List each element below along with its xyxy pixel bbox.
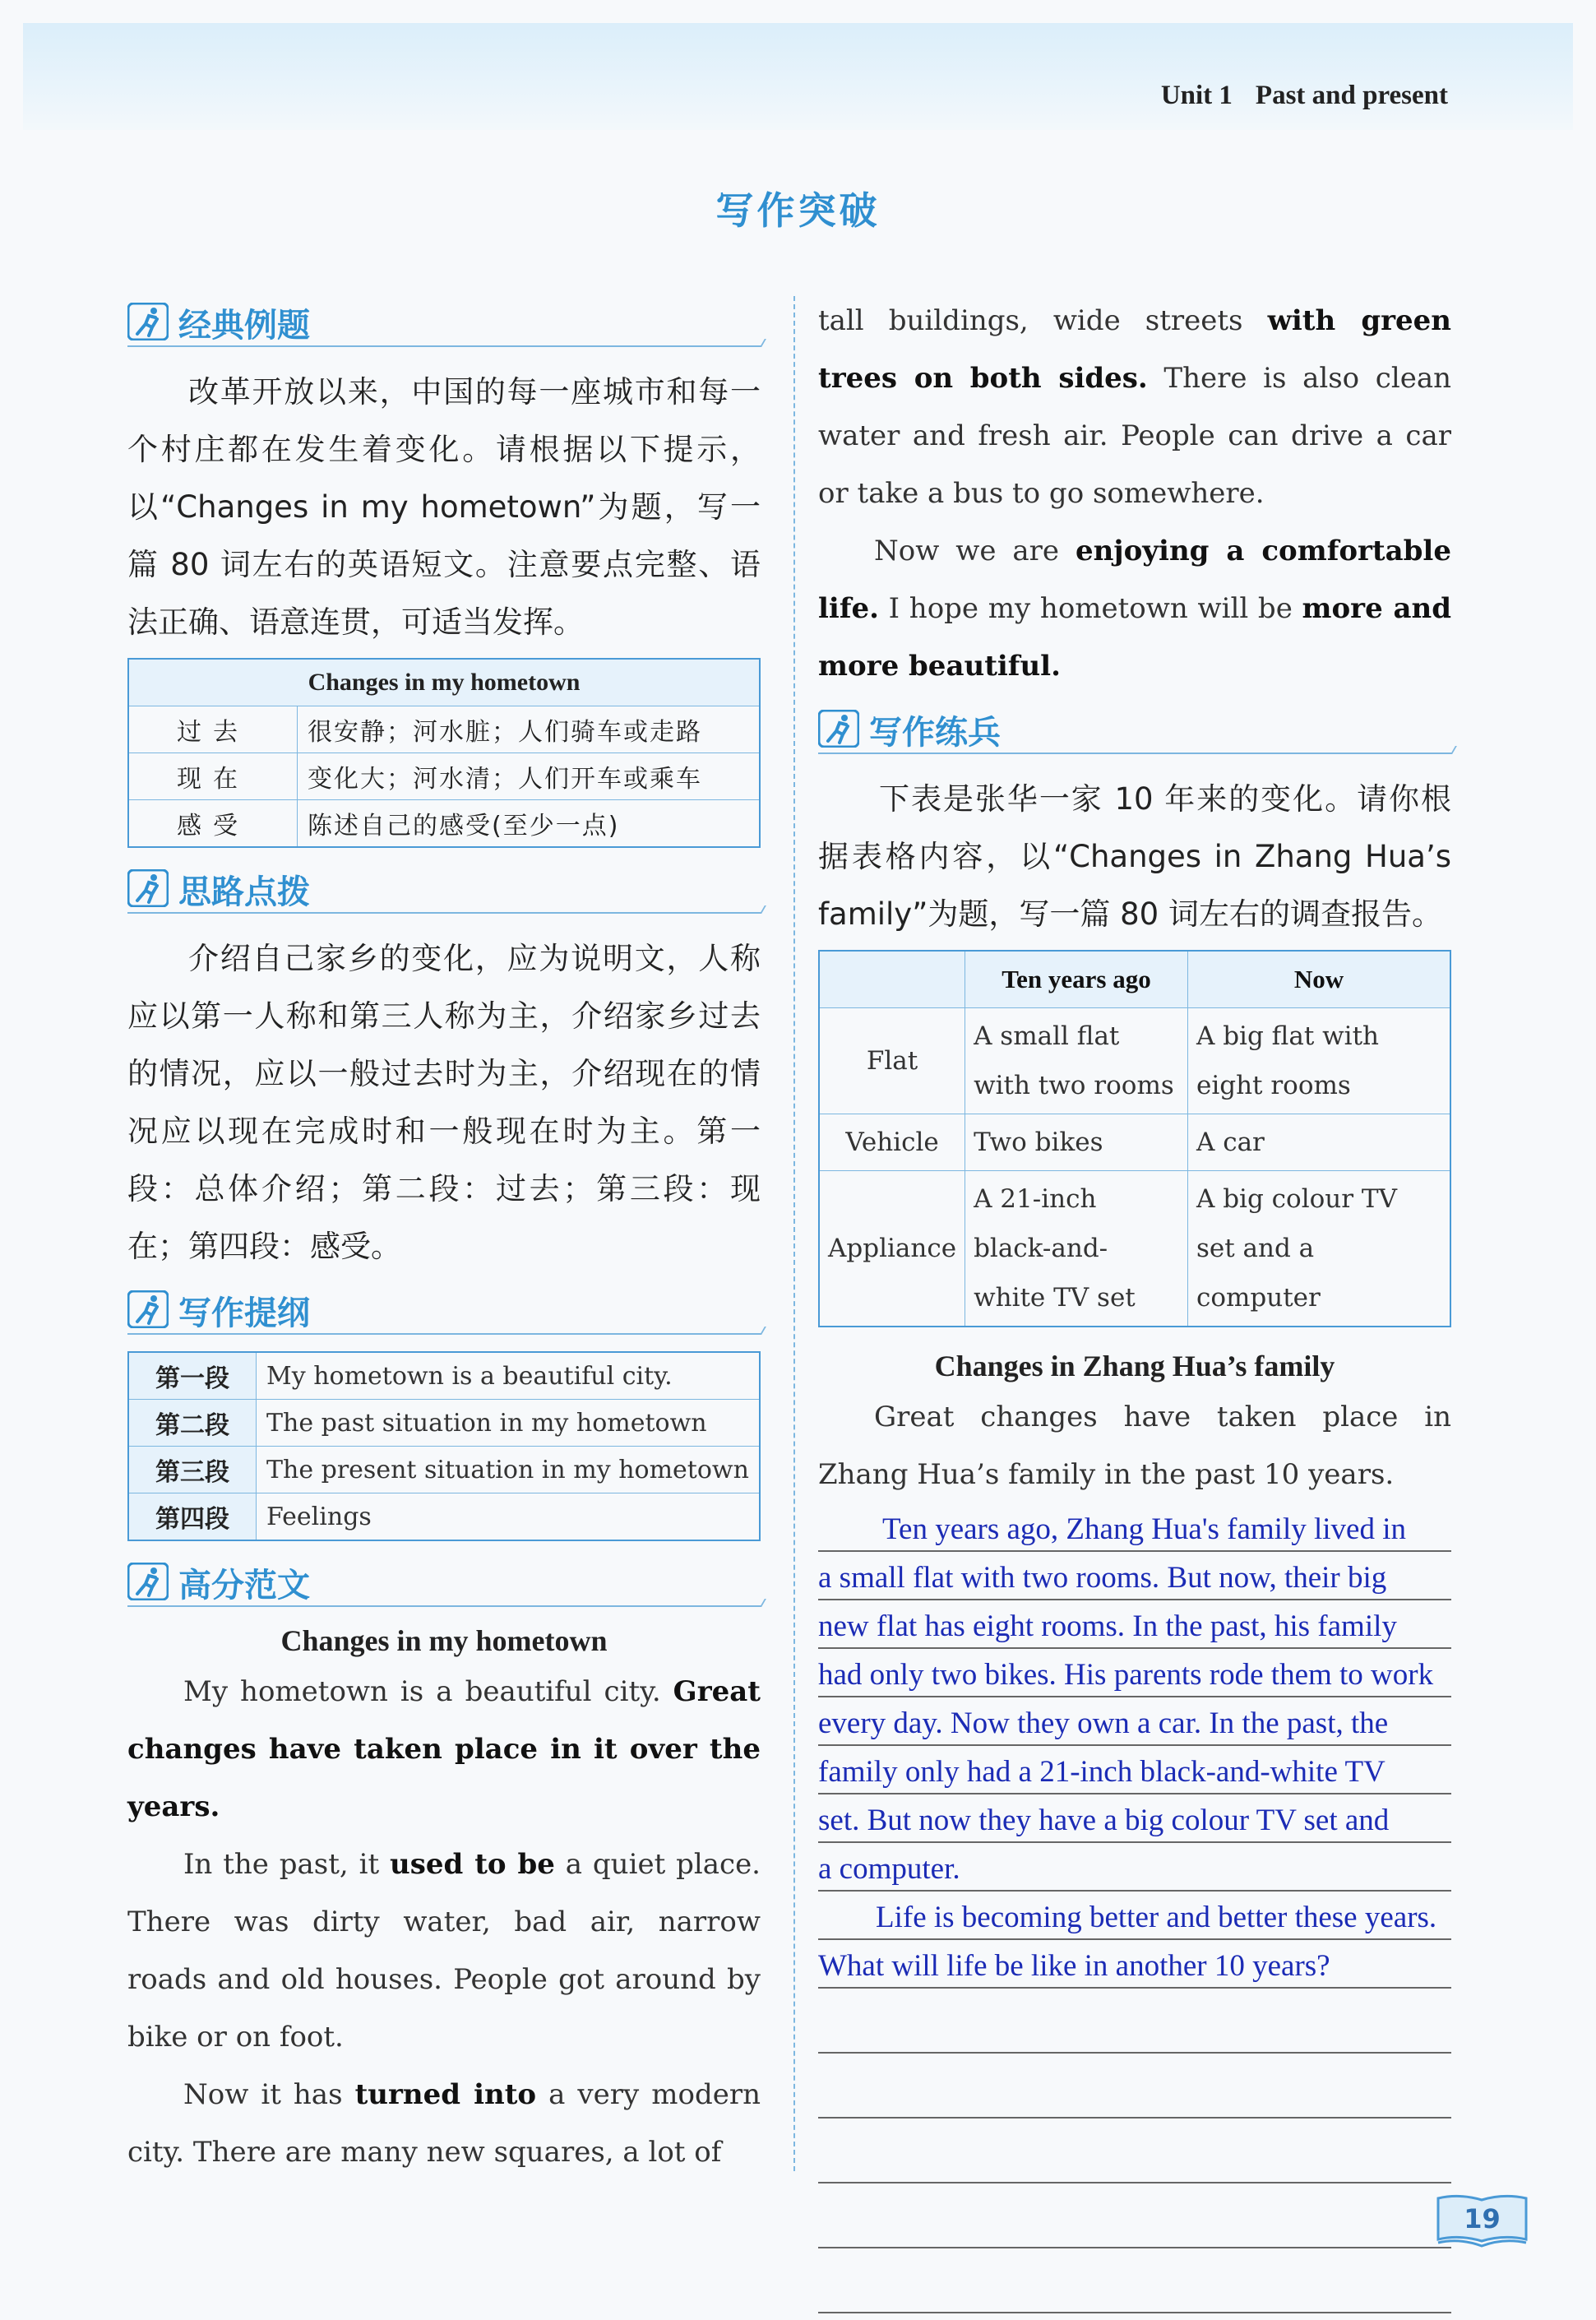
answer-line[interactable]: set. But now they have a big colour TV set and xyxy=(818,1794,1451,1843)
section-label: 思路点拨 xyxy=(178,873,310,911)
table-corner xyxy=(819,951,965,1008)
answer-line[interactable]: had only two bikes. His parents rode them to work xyxy=(818,1649,1451,1697)
table-row: 第二段 The past situation in my hometown xyxy=(128,1400,760,1447)
section-heading-outline xyxy=(127,1285,761,1336)
table-row: Flat A small flat with two rooms A big flat with eight rooms xyxy=(819,1008,1450,1114)
runner-icon xyxy=(818,710,859,748)
example-prompt: 改革开放以来，中国的每一座城市和每一个村庄都在发生着变化。请根据以下提示，以“Changes in my hometown”为题，写一篇 80 词左右的英语短文。注意要点完整、语法正确、语意连贯，可适当发挥。 xyxy=(127,374,761,640)
section-rule xyxy=(127,1333,761,1335)
practice-prompt: 下表是张华一家 10 年来的变化。请你根据表格内容，以“Changes in Zhang Hua’s family”为题，写一篇 80 词左右的调查报告。 xyxy=(818,781,1451,932)
header-band xyxy=(23,23,1573,130)
col-header-past: Ten years ago xyxy=(965,951,1188,1008)
left-column xyxy=(127,288,761,2181)
section-heading-idea xyxy=(127,864,761,915)
model-paragraph-4: Now we are enjoying a comfortable life. I hope my hometown will be more and more beautiful. xyxy=(818,535,1451,683)
answer-area xyxy=(818,1503,1451,2313)
answer-line-blank[interactable] xyxy=(818,2248,1451,2313)
runner-icon xyxy=(127,869,169,907)
section-rule xyxy=(127,912,761,914)
table-row: 现在 变化大；河水清；人们开车或乘车 xyxy=(128,753,760,800)
table-row: 第一段 My hometown is a beautiful city. xyxy=(128,1352,760,1400)
section-rule xyxy=(127,345,761,347)
table-row: 过去 很安静；河水脏；人们骑车或走路 xyxy=(128,706,760,753)
section-heading-practice xyxy=(818,705,1451,756)
answer-line-blank[interactable] xyxy=(818,2119,1451,2183)
answer-line-blank[interactable] xyxy=(818,2183,1451,2248)
practice-essay-start: Great changes have taken place in Zhang Hua’s family in the past 10 years. xyxy=(818,1401,1451,1491)
section-label: 写作练兵 xyxy=(869,714,1001,752)
table-row: Vehicle Two bikes A car xyxy=(819,1114,1450,1171)
unit-header xyxy=(1161,81,1448,111)
section-rule xyxy=(127,1605,761,1607)
section-label: 写作提纲 xyxy=(178,1294,310,1332)
section-heading-example xyxy=(127,298,761,349)
column-divider xyxy=(793,296,795,2171)
answer-line[interactable]: What will life be like in another 10 years? xyxy=(818,1940,1451,1989)
unit-label: Unit 1 xyxy=(1160,81,1233,110)
model-paragraph-3: Now it has turned into a very modern city. There are many new squares, a lot of xyxy=(127,2078,761,2169)
answer-line[interactable]: a computer. xyxy=(818,1843,1451,1892)
answer-line[interactable]: family only had a 21-inch black-and-white TV xyxy=(818,1746,1451,1794)
answer-line-blank[interactable] xyxy=(818,2054,1451,2119)
section-heading-model xyxy=(127,1558,761,1609)
col-header-now: Now xyxy=(1187,951,1450,1008)
section-label: 经典例题 xyxy=(178,307,310,345)
table-title: Changes in my hometown xyxy=(128,659,760,706)
model-paragraph-3-cont: tall buildings, wide streets with green trees on both sides. There is also clean water and fresh air. People can drive a car or take a bus to go somewhere. xyxy=(818,304,1452,510)
table-row: 第四段 Feelings xyxy=(128,1493,760,1541)
page-number: 19 xyxy=(1435,2192,1529,2249)
answer-line[interactable]: new flat has eight rooms. In the past, his family xyxy=(818,1600,1451,1649)
table-row: 感受 陈述自己的感受(至少一点) xyxy=(128,800,760,848)
answer-line[interactable]: a small flat with two rooms. But now, their big xyxy=(818,1552,1451,1600)
answer-line[interactable]: Ten years ago, Zhang Hua's family lived in xyxy=(818,1503,1451,1552)
section-rule xyxy=(818,752,1451,754)
outline-table xyxy=(127,1351,761,1541)
runner-icon xyxy=(127,1563,169,1600)
practice-essay-title: Changes in Zhang Hua’s family xyxy=(934,1350,1335,1382)
answer-line-blank[interactable] xyxy=(818,1989,1451,2054)
answer-line[interactable]: Life is becoming better and better these years. xyxy=(818,1892,1451,1940)
hometown-table xyxy=(127,658,761,848)
idea-text: 介绍自己家乡的变化，应为说明文，人称应以第一人称和第三人称为主，介绍家乡过去的情况，应以一般过去时为主，介绍现在的情况应以现在完成时和一般现在时为主。第一段：总体介绍；第二段：过去；第三段：现在；第四段：感受。 xyxy=(127,941,761,1264)
right-column xyxy=(818,292,1451,2313)
table-row: Appliance A 21-inch black-and-white TV set A big colour TV set and a computer xyxy=(819,1171,1450,1327)
model-essay-title: Changes in my hometown xyxy=(280,1624,608,1657)
unit-topic: Past and present xyxy=(1255,81,1448,110)
answer-line[interactable]: every day. Now they own a car. In the past, the xyxy=(818,1697,1451,1746)
page-title: 写作突破 xyxy=(715,188,881,233)
section-label: 高分范文 xyxy=(178,1567,310,1605)
model-paragraph-2: In the past, it used to be a quiet place. There was dirty water, bad air, narrow roads and old houses. People got around by bike or on foot. xyxy=(127,1848,761,2054)
model-paragraph-1: My hometown is a beautiful city. Great changes have taken place in it over the years. xyxy=(127,1675,761,1823)
family-changes-table xyxy=(818,950,1451,1327)
table-row: 第三段 The present situation in my hometown xyxy=(128,1447,760,1493)
runner-icon xyxy=(127,1290,169,1328)
runner-icon xyxy=(127,303,169,340)
